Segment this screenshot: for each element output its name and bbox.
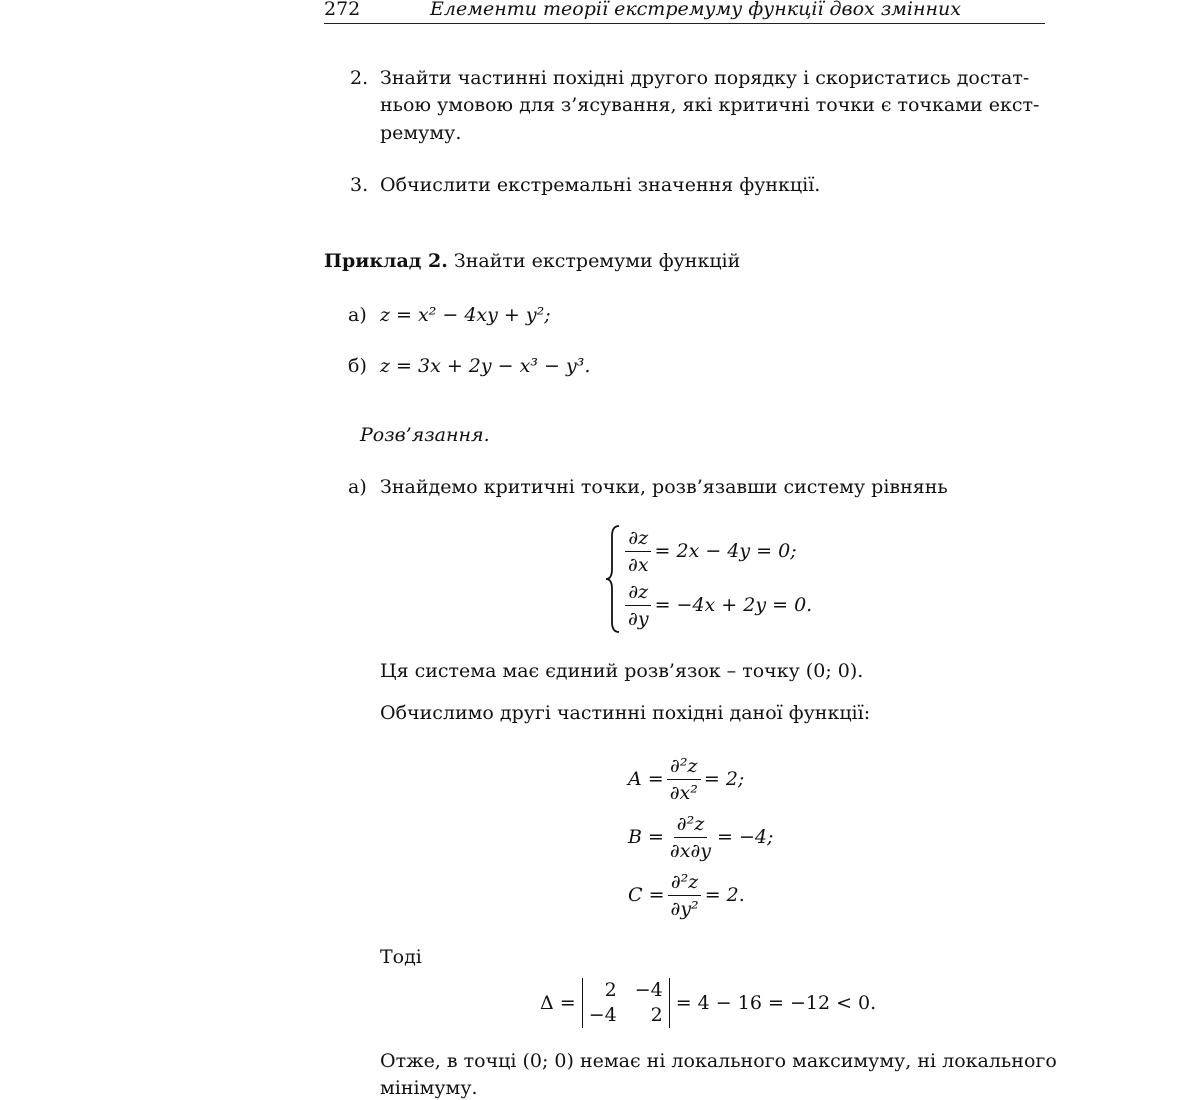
derivative-A: A = $\frac{\text{∂²z}}{\text{∂x²}}$ = 2; xyxy=(628,754,745,804)
delta-rhs: = 4 − 16 = −12 < 0. xyxy=(675,992,877,1014)
solution-heading: Розв’язання. xyxy=(360,424,490,446)
fraction: $\frac{\text{∂²z}}{\text{∂y²}}$ xyxy=(668,870,702,921)
matrix-cell: −4 xyxy=(634,979,663,1001)
fraction: $\frac{\partial z}{\partial x}$ xyxy=(625,526,652,577)
step-number: 2. xyxy=(350,67,369,89)
item-marker: б) xyxy=(348,355,367,377)
conclusion-line: Отже, в точці (0; 0) немає ні локального максимуму, ні локального xyxy=(380,1050,1057,1072)
example-heading xyxy=(324,250,740,272)
equation-rhs: = 2x − 4y = 0; xyxy=(654,540,797,562)
item-formula: z = x² − 4xy + y²; xyxy=(380,304,551,326)
example-label: Приклад 2. xyxy=(324,250,448,272)
fraction: $\frac{\text{∂²z}}{\text{∂x²}}$ xyxy=(667,754,701,805)
fraction: $\frac{\partial z}{\partial y}$ xyxy=(625,580,652,631)
part-a-text: Знайдемо критичні точки, розв’язавши систему рівнянь xyxy=(380,476,948,498)
derivative-B: B = $\frac{\text{∂²z}}{\partial x\partial y}$ = −4; xyxy=(628,812,774,862)
example-text: Знайти екстремуми функцій xyxy=(453,250,741,272)
second-derivatives-text: Обчислимо другі частинні похідні даної функції: xyxy=(380,702,871,724)
matrix-cell: 2 xyxy=(604,979,617,1001)
item-marker: а) xyxy=(348,304,367,326)
running-title: Елементи теорії екстремуму функції двох змінних xyxy=(430,0,961,20)
derivative-C: C = $\frac{\text{∂²z}}{\text{∂y²}}$ = 2. xyxy=(628,870,745,920)
unique-solution-text: Ця система має єдиний розв’язок – точку (0; 0). xyxy=(380,660,864,682)
system-equation-1 xyxy=(622,524,812,578)
header-rule xyxy=(324,23,1045,24)
system-equation-2 xyxy=(622,578,812,632)
determinant-equation xyxy=(540,976,876,1030)
item-formula: z = 3x + 2y − x³ − y³. xyxy=(380,355,591,377)
step-line: Знайти частинні похідні другого порядку і скористатись достат- xyxy=(380,67,1030,89)
matrix-cell: 2 xyxy=(650,1004,663,1026)
matrix-cell: −4 xyxy=(588,1004,617,1026)
second-derivatives xyxy=(628,750,773,924)
conclusion-line: мінімуму. xyxy=(380,1077,478,1099)
equation-rhs: = −4x + 2y = 0. xyxy=(654,594,813,616)
step-number: 3. xyxy=(350,174,369,196)
page-number: 272 xyxy=(324,0,361,20)
step-line: Обчислити екстремальні значення функції. xyxy=(380,174,821,196)
then-text: Тоді xyxy=(380,946,422,968)
left-brace xyxy=(604,524,622,634)
part-a-marker: а) xyxy=(348,476,367,498)
delta-lhs: Δ = xyxy=(540,992,576,1014)
determinant-matrix xyxy=(582,978,670,1028)
step-line: ньою умовою для з’ясування, які критичні точки є точками екст- xyxy=(380,94,1040,116)
step-line: ремуму. xyxy=(380,122,462,144)
fraction: $\frac{\text{∂²z}}{\partial x\partial y}$ xyxy=(669,812,712,862)
